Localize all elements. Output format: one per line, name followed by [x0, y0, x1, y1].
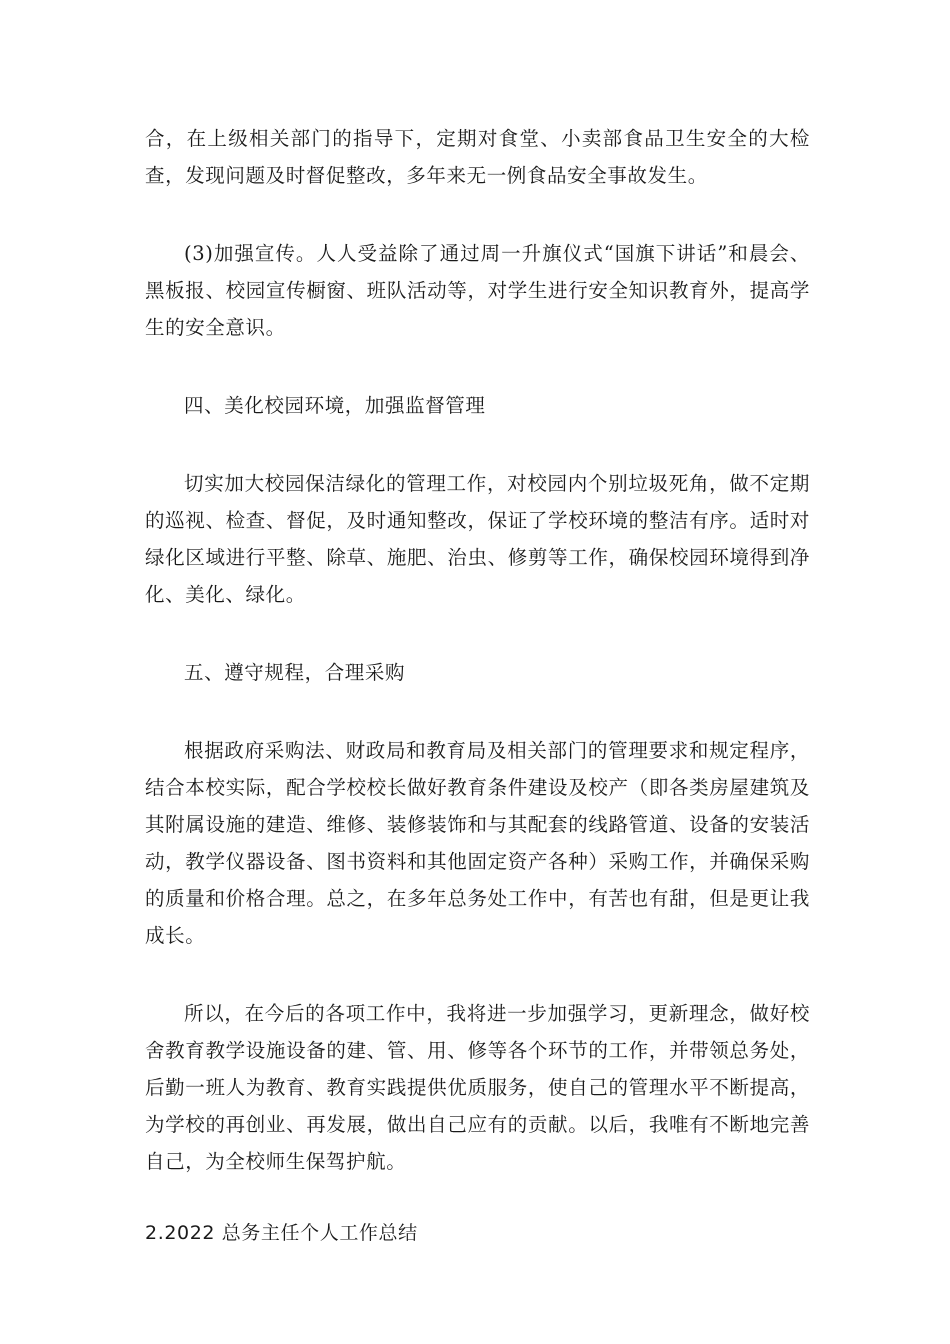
- paragraph-campus-cleaning: 切实加大校园保洁绿化的管理工作，对校园内个别垃圾死角，做不定期的巡视、检查、督促，及时通知整改，保证了学校环境的整洁有序。适时对绿化区域进行平整、除草、施肥、治虫、修剪等工作，确保校园环境得到净化、美化、绿化。: [145, 472, 810, 606]
- paragraph-procurement: 根据政府采购法、财政局和教育局及相关部门的管理要求和规定程序，结合本校实际，配合学校校长做好教育条件建设及校产（即各类房屋建筑及其附属设施的建造、维修、装修装饰和与其配套的线路管道、设备的安装活动，教学仪器设备、图书资料和其他固定资产各种）采购工作，并确保采购的质量和价格合理。总之，在多年总务处工作中，有苦也有甜，但是更让我成长。: [145, 739, 810, 947]
- paragraph-publicity: (3)加强宣传。人人受益除了通过周一升旗仪式“国旗下讲话”和晨会、黑板报、校园宣传橱窗、班队活动等，对学生进行安全知识教育外，提高学生的安全意识。: [145, 242, 810, 339]
- section-heading-campus-environment: 四、美化校园环境，加强监督管理: [184, 394, 486, 417]
- next-article-title: 2.2022 总务主任个人工作总结: [145, 1222, 418, 1244]
- paragraph-food-safety: 合，在上级相关部门的指导下，定期对食堂、小卖部食品卫生安全的大检查，发现问题及时督促整改，多年来无一例食品安全事故发生。: [145, 127, 810, 187]
- section-heading-procurement: 五、遵守规程，合理采购: [184, 661, 406, 684]
- paragraph-future-work: 所以，在今后的各项工作中，我将进一步加强学习，更新理念，做好校舍教育教学设施设备的建、管、用、修等各个环节的工作，并带领总务处，后勤一班人为教育、教育实践提供优质服务，使自己的管理水平不断提高，为学校的再创业、再发展，做出自己应有的贡献。以后，我唯有不断地完善自己，为全校师生保驾护航。: [145, 1002, 810, 1173]
- document-page: [145, 120, 810, 1252]
